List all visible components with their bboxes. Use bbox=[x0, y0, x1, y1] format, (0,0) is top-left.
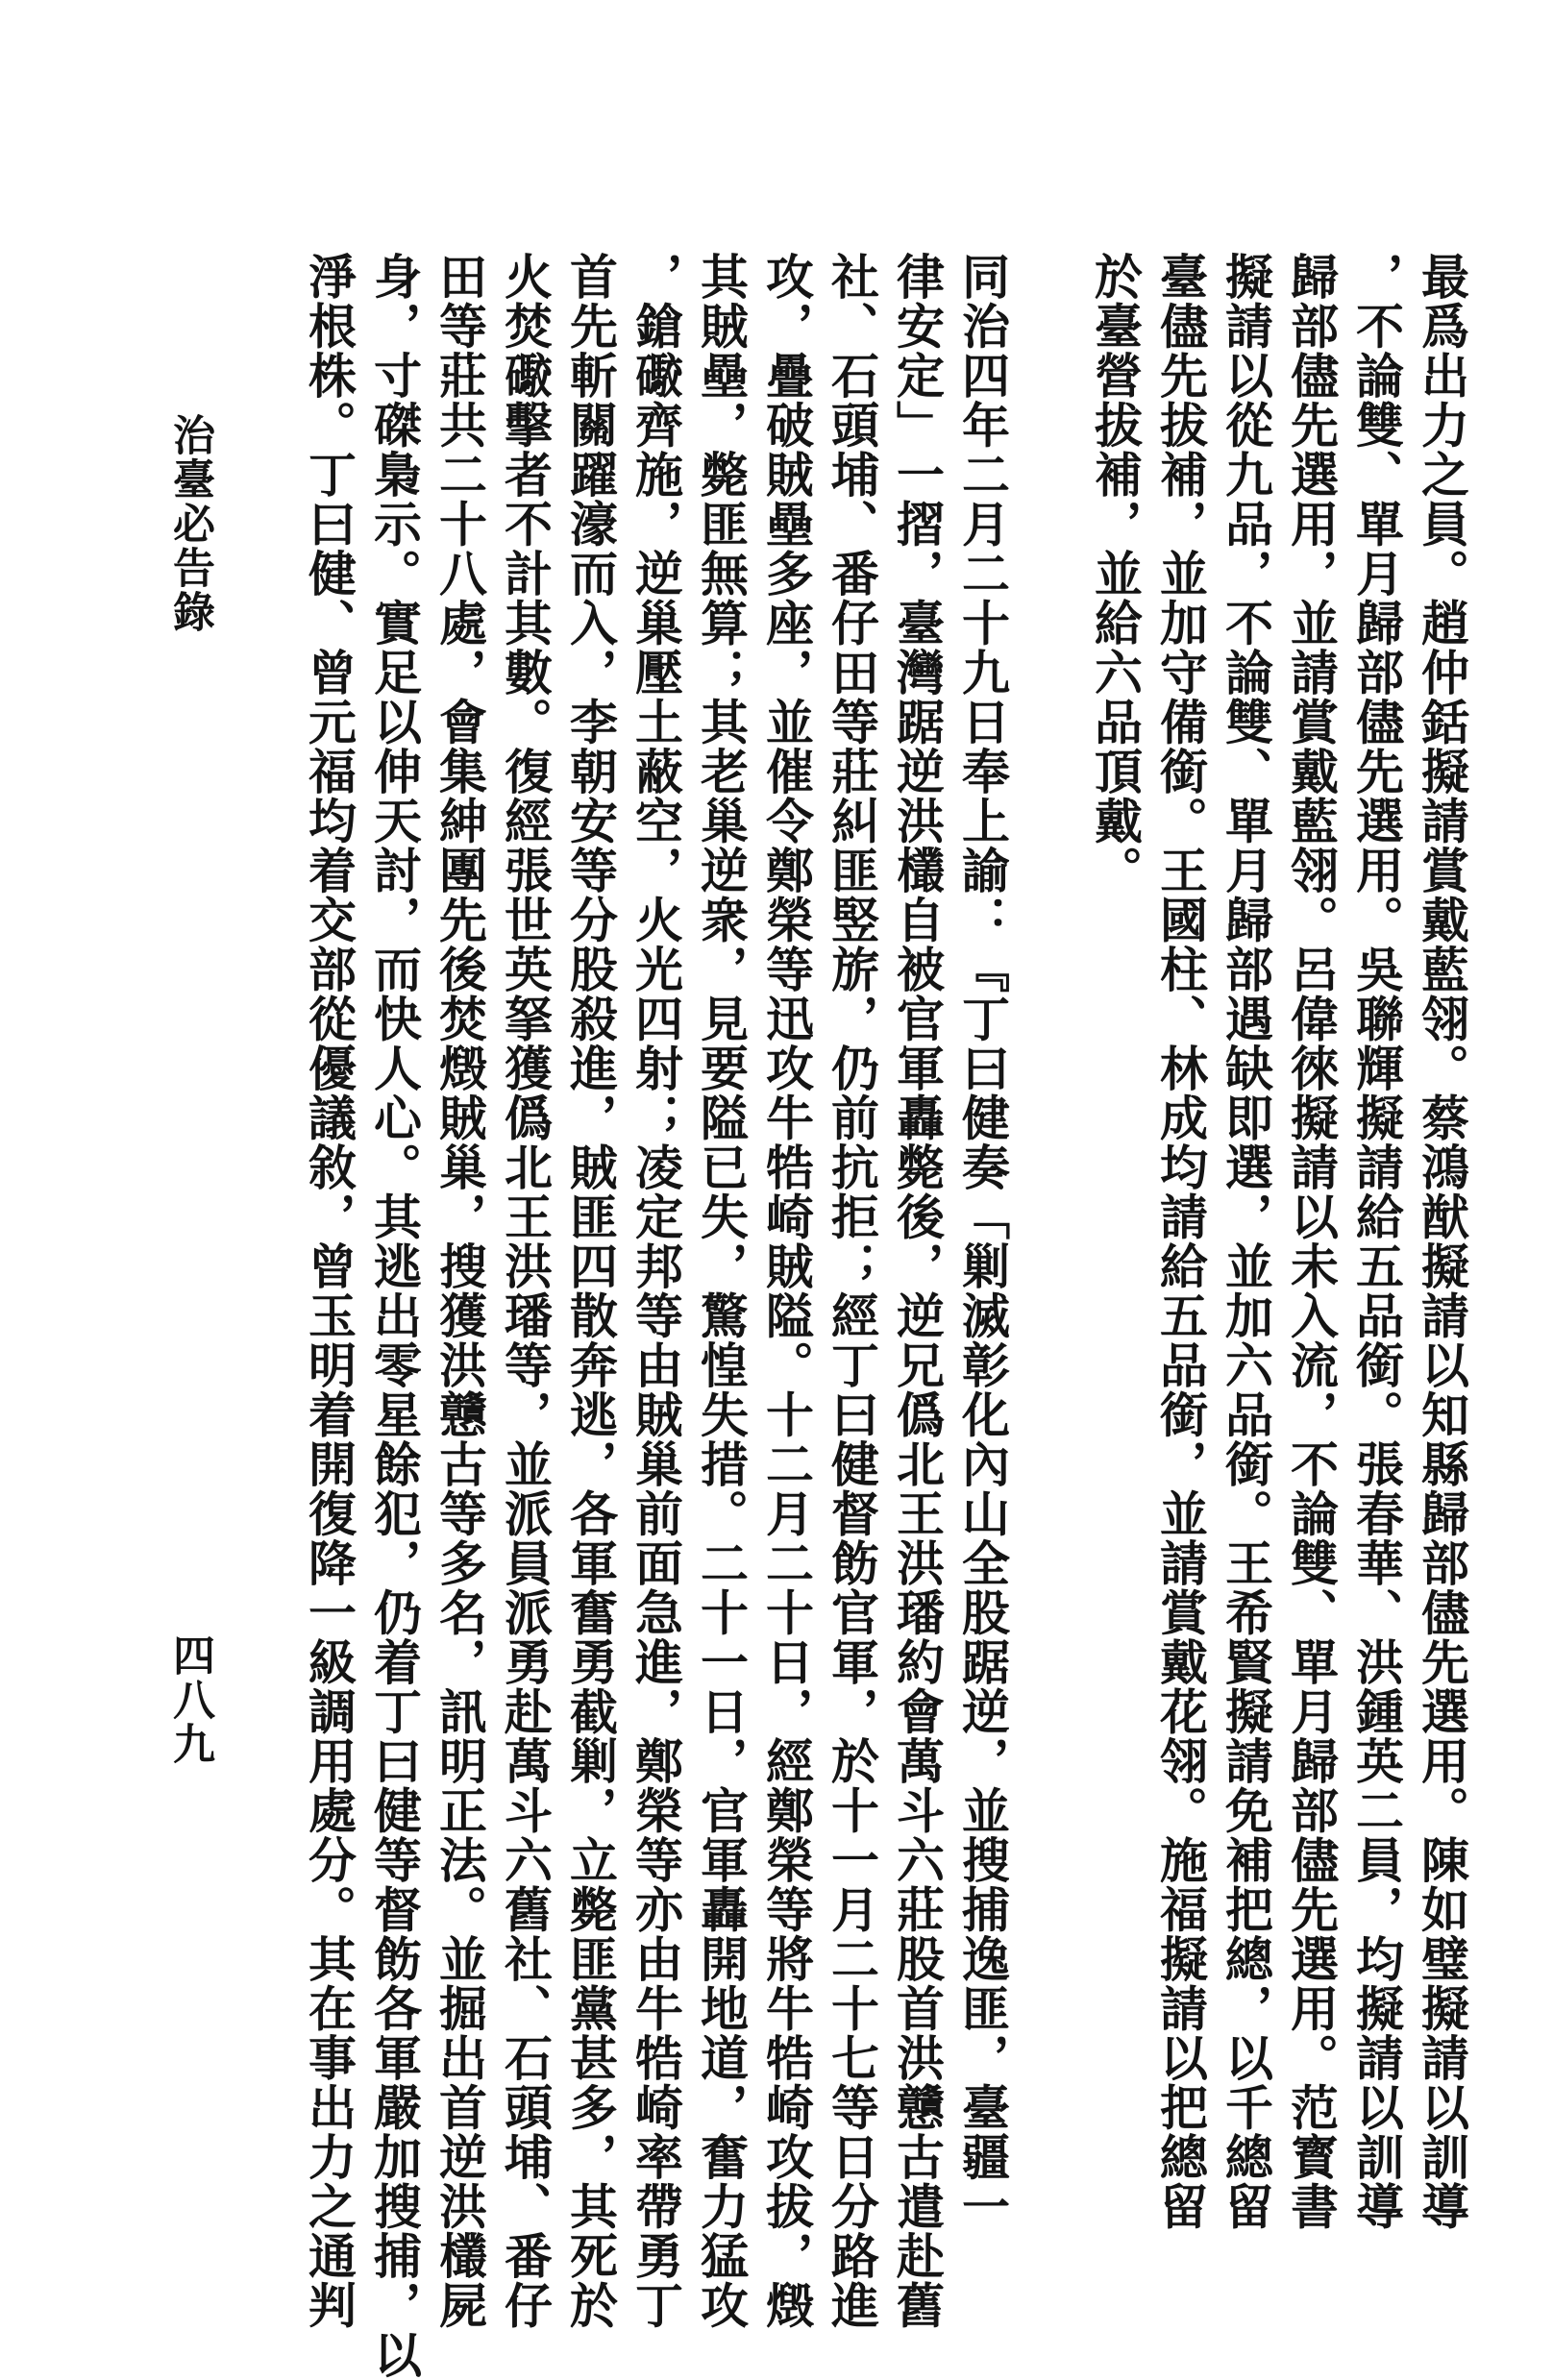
text-column-4: 擬請以從九品，不論雙、單月歸部遇缺即選，並加六品銜。王希賢擬請免補把總，以千總留 bbox=[1218, 252, 1274, 2231]
text-column-2: ，不論雙、單月歸部儘先選用。吳聯輝擬請給五品銜。張春華、洪鍾英二員，均擬請以訓導 bbox=[1348, 252, 1405, 2231]
text-column-14: 火焚礮擊者不計其數。復經張世英拏獲僞北王洪璠等，並派員派勇赴萬斗六舊社、石頭埔、番仔 bbox=[497, 252, 554, 2330]
text-column-8: 律安定」一摺，臺灣踞逆洪欉自被官軍轟斃後，逆兄僞北王洪璠約會萬斗六莊股首洪戇古遣赴舊 bbox=[889, 252, 946, 2330]
text-column-5: 臺儘先拔補，並加守備銜。王國柱、林成均請給五品銜，並請賞戴花翎。施福擬請以把總留 bbox=[1152, 252, 1209, 2231]
page-number: 四八九 bbox=[165, 1633, 214, 1766]
book-title: 治臺必告錄 bbox=[165, 413, 214, 634]
text-column-13: 首先斬關躍濠而入，李朝安等分股殺進，賊匪四散奔逃，各軍奮勇截剿，立斃匪黨甚多，其死於 bbox=[562, 252, 619, 2330]
text-column-15: 田等莊共二十八處，會集紳團先後焚燬賊巢，搜獲洪戇古等多名，訊明正法。並掘出首逆洪欉屍 bbox=[431, 252, 488, 2330]
text-column-11: 其賊壘，斃匪無算；其老巢逆衆，見要隘已失，驚惶失措。二十一日，官軍轟開地道，奮力猛攻 bbox=[693, 252, 750, 2330]
text-column-6: 於臺營拔補，並給六品頂戴。 bbox=[1087, 252, 1144, 896]
text-column-17: 淨根株。丁曰健、曾元福均着交部從優議敘，曾玉明着開復降一級調用處分。其在事出力之通判 bbox=[301, 252, 357, 2330]
text-column-7: 同治四年二月二十九日奉上諭：『丁曰健奏「剿滅彰化內山全股踞逆，並搜捕逸匪，臺疆一 bbox=[954, 252, 1011, 2231]
text-column-9: 社、石頭埔、番仔田等莊糾匪竪旂，仍前抗拒；經丁曰健督飭官軍，於十一月二十七等日分路進 bbox=[824, 252, 880, 2330]
text-column-16: 身，寸磔梟示。實足以伸天討，而快人心。其逃出零星餘犯，仍着丁曰健等督飭各軍嚴加搜捕，以 bbox=[366, 252, 423, 2380]
text-column-3: 歸部儘先選用，並請賞戴藍翎。呂偉徠擬請以未入流，不論雙、單月歸部儘先選用。范寳書 bbox=[1283, 252, 1340, 2231]
text-column-1: 最爲出力之員。趙仲銛擬請賞戴藍翎。蔡鴻猷擬請以知縣歸部儘先選用。陳如璧擬請以訓導 bbox=[1414, 252, 1470, 2231]
text-column-12: ，鎗礮齊施，逆巢壓土蔽空，火光四射；凌定邦等由賊巢前面急進，鄭榮等亦由牛牿崎率帶勇丁 bbox=[628, 252, 684, 2330]
text-column-10: 攻，疊破賊壘多座，並催令鄭榮等迅攻牛牿崎賊隘。十二月二十日，經鄭榮等將牛牿崎攻拔，燬 bbox=[758, 252, 815, 2330]
